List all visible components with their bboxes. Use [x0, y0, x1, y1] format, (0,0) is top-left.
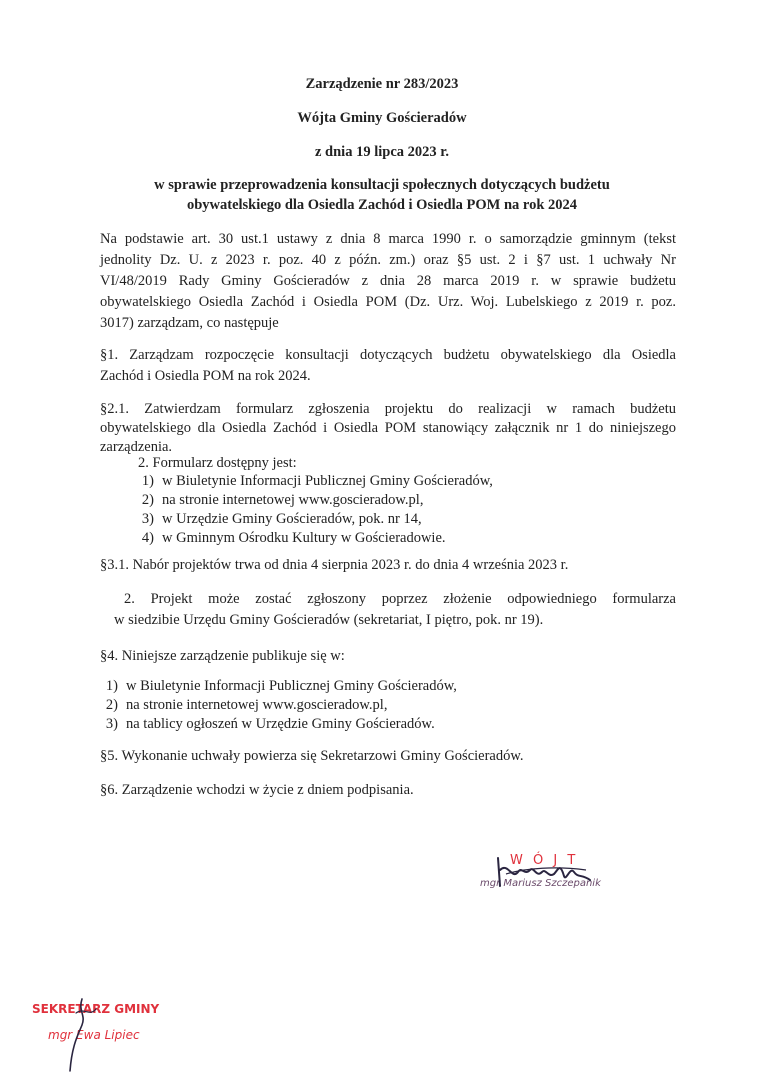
section-3-paragraph-2: [114, 589, 676, 631]
section-2-line: obywatelskiego dla Osiedla Zachód i Osiedla POM stanowiący załącznik nr 1 do niniejszego: [100, 420, 676, 436]
preamble-line: obywatelskiego Osiedla Zachód i Osiedla POM (Dz. Urz. Woj. Lubelskiego z 2019 r. poz.: [100, 294, 676, 310]
section-2-list: [128, 472, 493, 548]
document-date: z dnia 19 lipca 2023 r.: [314, 144, 449, 160]
wojt-stamp-title: W Ó J T: [510, 853, 579, 868]
section-3-line-1: §3.1. Nabór projektów trwa od dnia 4 sierpnia 2023 r. do dnia 4 września 2023 r.: [100, 557, 569, 573]
document-issuer: Wójta Gminy Gościeradów: [297, 110, 467, 126]
section-1-line: §1. Zarządzam rozpoczęcie konsultacji dotyczących budżetu obywatelskiego dla Osiedla: [100, 347, 676, 363]
section-6: §6. Zarządzenie wchodzi w życie z dniem podpisania.: [100, 782, 414, 798]
wojt-signature: [486, 852, 598, 896]
preamble-line: 3017) zarządzam, co następuje: [100, 315, 279, 331]
list-item: 4) w Gminnym Ośrodku Kultury w Gościeradowie.: [141, 530, 446, 546]
sekretarz-stamp-name: mgr Ewa Lipiec: [48, 1028, 140, 1042]
section-2: [100, 400, 676, 457]
list-item: 2) na stronie internetowej www.goscieradow.pl,: [141, 492, 424, 508]
list-item: 1) w Biuletynie Informacji Publicznej Gminy Gościeradów,: [141, 473, 493, 489]
section-5: §5. Wykonanie uchwały powierza się Sekretarzowi Gminy Gościeradów.: [100, 748, 524, 764]
sekretarz-signature: [60, 995, 110, 1075]
list-item: 3) w Urzędzie Gminy Gościeradów, pok. nr 14,: [141, 511, 422, 527]
section-4-intro: §4. Niniejsze zarządzenie publikuje się w:: [100, 648, 345, 664]
preamble: [100, 229, 676, 334]
preamble-line: VI/48/2019 Rady Gminy Gościeradów z dnia 28 marca 2019 r. w sprawie budżetu: [100, 273, 676, 289]
section-2-sub-intro: 2. Formularz dostępny jest:: [138, 455, 297, 471]
wojt-stamp-name: mgr Mariusz Szczepanik: [480, 878, 601, 889]
document-subject-line-1: w sprawie przeprowadzenia konsultacji społecznych dotyczących budżetu: [154, 177, 610, 193]
list-item: 3) na tablicy ogłoszeń w Urzędzie Gminy Gościeradów.: [105, 716, 435, 732]
section-4-list: [92, 677, 457, 734]
list-item: 1) w Biuletynie Informacji Publicznej Gminy Gościeradów,: [105, 678, 457, 694]
list-item: 2) na stronie internetowej www.goscieradow.pl,: [105, 697, 388, 713]
section-1-line: Zachód i Osiedla POM na rok 2024.: [100, 368, 311, 384]
document-title: Zarządzenie nr 283/2023: [305, 76, 459, 92]
sekretarz-stamp-title: SEKRETARZ GMINY: [32, 1002, 160, 1016]
section-2-line: §2.1. Zatwierdzam formularz zgłoszenia projektu do realizacji w ramach budżetu: [100, 401, 676, 417]
section-3-line: w siedzibie Urzędu Gminy Gościeradów (sekretariat, I piętro, pok. nr 19).: [114, 612, 544, 628]
section-1: [100, 345, 676, 387]
preamble-line: jednolity Dz. U. z 2023 r. poz. 40 z późn. zm.) oraz §5 ust. 2 i §7 ust. 1 uchwały Nr: [100, 252, 676, 268]
section-3-line: 2. Projekt może zostać zgłoszony poprzez złożenie odpowiedniego formularza: [124, 591, 676, 607]
preamble-line: Na podstawie art. 30 ust.1 ustawy z dnia 8 marca 1990 r. o samorządzie gminnym (tekst: [100, 231, 676, 247]
document-subject-line-2: obywatelskiego dla Osiedla Zachód i Osiedla POM na rok 2024: [186, 197, 578, 213]
section-2-line: zarządzenia.: [100, 439, 173, 455]
